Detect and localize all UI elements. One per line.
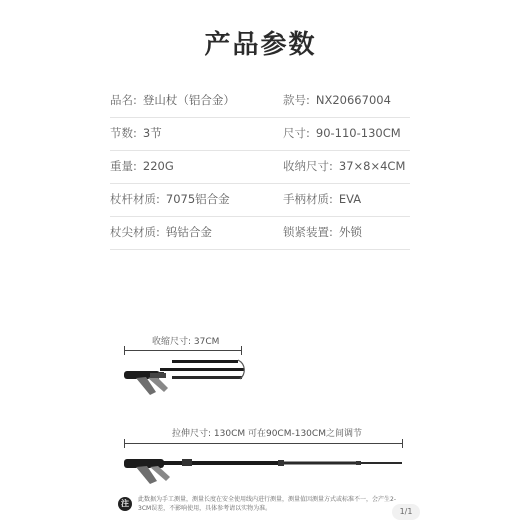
spec-key: 尺寸: <box>283 126 310 140</box>
spec-key: 收纳尺寸: <box>283 159 333 173</box>
spec-key: 手柄材质: <box>283 192 333 206</box>
page-indicator[interactable]: 1/1 <box>392 504 420 520</box>
extended-pole-lock <box>356 461 361 465</box>
spec-value: 登山杖（铝合金） <box>142 93 235 107</box>
extended-pole-lock <box>182 459 192 466</box>
extended-pole <box>124 459 402 484</box>
spec-key: 重量: <box>110 159 137 173</box>
spec-key: 品名: <box>110 93 137 107</box>
folded-pole <box>124 360 244 395</box>
spec-key: 杖杆材质: <box>110 192 160 206</box>
folded-pole-lock <box>150 373 166 378</box>
spec-value: 90-110-130CM <box>315 126 401 140</box>
spec-key: 锁紧装置: <box>283 225 333 239</box>
note-text: 此数据为手工测量，测量长度在安全使用线内进行测量，测量值因测量方式或标准不一，会产生2-3CM误差，不影响使用，具体参考请以实物为准。 <box>138 496 396 512</box>
page-title: 产品参数 <box>204 30 317 60</box>
extended-pole-shaft <box>280 462 360 465</box>
note-icon: 注 <box>118 497 132 511</box>
spec-value: NX20667004 <box>315 93 391 107</box>
spec-value: 37×8×4CM <box>338 159 406 173</box>
spec-value: 7075铝合金 <box>165 192 230 206</box>
extended-pole-shaft <box>162 461 282 465</box>
extended-size-label: 拉伸尺寸: 130CM 可在90CM-130CM之间调节 <box>172 429 362 439</box>
spec-value: 钨钴合金 <box>165 225 212 239</box>
folded-pole-section <box>160 368 244 371</box>
folded-pole-section <box>172 376 242 379</box>
extended-pole-lock <box>278 460 284 466</box>
spec-value: 220G <box>142 159 174 173</box>
spec-value: 外锁 <box>338 225 362 239</box>
spec-key: 款号: <box>283 93 310 107</box>
extended-pole-shaft <box>358 462 402 464</box>
spec-value: 3节 <box>142 126 162 140</box>
note-bar <box>118 493 408 519</box>
spec-key: 节数: <box>110 126 137 140</box>
folded-size-label: 收缩尺寸: 37CM <box>152 337 220 347</box>
spec-key: 杖尖材质: <box>110 225 160 239</box>
spec-value: EVA <box>338 192 362 206</box>
folded-pole-section <box>172 360 238 363</box>
